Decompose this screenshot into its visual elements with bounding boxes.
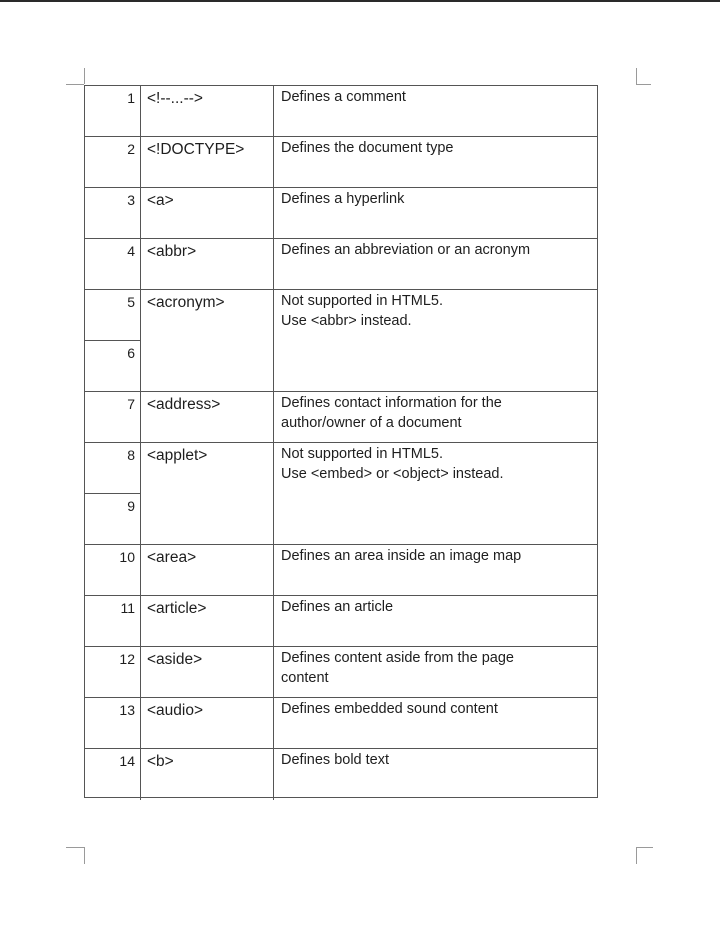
description-line: Defines an abbreviation or an acronym: [281, 242, 531, 258]
row-number: 13: [85, 698, 141, 748]
column-divider: [273, 443, 274, 494]
tag-description: [281, 240, 593, 260]
column-divider: [273, 494, 274, 544]
table-row: [85, 494, 597, 545]
table-row: [85, 137, 597, 188]
description-line: Defines contact information for the: [281, 395, 502, 411]
description-line: Defines bold text: [281, 752, 390, 768]
description-line: Use <embed> or <object> instead.: [281, 466, 504, 482]
description-line: Defines an area inside an image map: [281, 548, 522, 564]
description-line: Not supported in HTML5.: [281, 293, 443, 309]
crop-mark-top-left-vertical: [84, 68, 85, 84]
tag-name: <!DOCTYPE>: [147, 141, 245, 158]
tag-description: [281, 189, 593, 209]
crop-mark-top-left: [66, 84, 84, 85]
column-divider: [273, 749, 274, 800]
description-line: Defines an article: [281, 599, 394, 615]
row-number: 8: [85, 443, 141, 494]
table-row: [85, 545, 597, 596]
description-line: Defines the document type: [281, 140, 454, 156]
column-divider: [273, 341, 274, 391]
tag-name: <applet>: [147, 447, 208, 464]
tag-description: [281, 648, 593, 688]
column-divider: [273, 290, 274, 341]
description-line: Defines content aside from the page: [281, 650, 514, 666]
table-row: [85, 443, 597, 494]
crop-mark-bottom-right: [636, 847, 653, 864]
tag-name: <area>: [147, 549, 197, 566]
description-line: Defines a comment: [281, 89, 406, 105]
tag-name: <a>: [147, 192, 174, 209]
tag-description: [281, 699, 593, 719]
table-row: [85, 86, 597, 137]
table-row: [85, 188, 597, 239]
tag-name: <aside>: [147, 651, 203, 668]
tag-description: [281, 546, 593, 566]
tag-name: <address>: [147, 396, 221, 413]
tag-name: <acronym>: [147, 294, 225, 311]
description-line: content: [281, 670, 329, 686]
table-row: [85, 596, 597, 647]
row-number: 6: [85, 341, 141, 391]
table-row: [85, 698, 597, 749]
column-divider: [273, 392, 274, 442]
row-number: 1: [85, 86, 141, 136]
tag-description: [281, 597, 593, 617]
table-row: [85, 749, 597, 800]
column-divider: [273, 137, 274, 187]
tag-name: <audio>: [147, 702, 204, 719]
table-row: [85, 290, 597, 341]
column-divider: [273, 596, 274, 646]
description-line: Not supported in HTML5.: [281, 446, 443, 462]
table-row: [85, 647, 597, 698]
crop-mark-top-right: [636, 68, 651, 85]
tag-description: [281, 750, 593, 770]
description-line: author/owner of a document: [281, 415, 462, 431]
row-number: 4: [85, 239, 141, 289]
top-border: [0, 0, 720, 2]
row-number: 9: [85, 494, 141, 544]
column-divider: [273, 188, 274, 238]
tag-name: <abbr>: [147, 243, 197, 260]
table-row: [85, 239, 597, 290]
row-number: 2: [85, 137, 141, 187]
row-number: 14: [85, 749, 141, 800]
description-line: Defines a hyperlink: [281, 191, 405, 207]
column-divider: [273, 698, 274, 748]
tag-name: <b>: [147, 753, 174, 770]
row-number: 7: [85, 392, 141, 442]
tag-name: <article>: [147, 600, 207, 617]
tag-description: [281, 138, 593, 158]
column-divider: [273, 239, 274, 289]
description-line: Defines embedded sound content: [281, 701, 498, 717]
row-number: 5: [85, 290, 141, 341]
table-row: [85, 341, 597, 392]
row-number: 10: [85, 545, 141, 595]
column-divider: [273, 647, 274, 697]
row-number: 12: [85, 647, 141, 697]
table-row: [85, 392, 597, 443]
tag-description: [281, 393, 593, 433]
column-divider: [273, 86, 274, 136]
tag-description: [281, 444, 593, 484]
row-number: 11: [85, 596, 141, 646]
description-line: Use <abbr> instead.: [281, 313, 412, 329]
html-tags-table: [84, 85, 598, 798]
tag-name: <!--...-->: [147, 90, 203, 107]
column-divider: [273, 545, 274, 595]
crop-mark-bottom-left: [66, 847, 85, 864]
tag-description: [281, 291, 593, 331]
tag-description: [281, 87, 593, 107]
row-number: 3: [85, 188, 141, 238]
